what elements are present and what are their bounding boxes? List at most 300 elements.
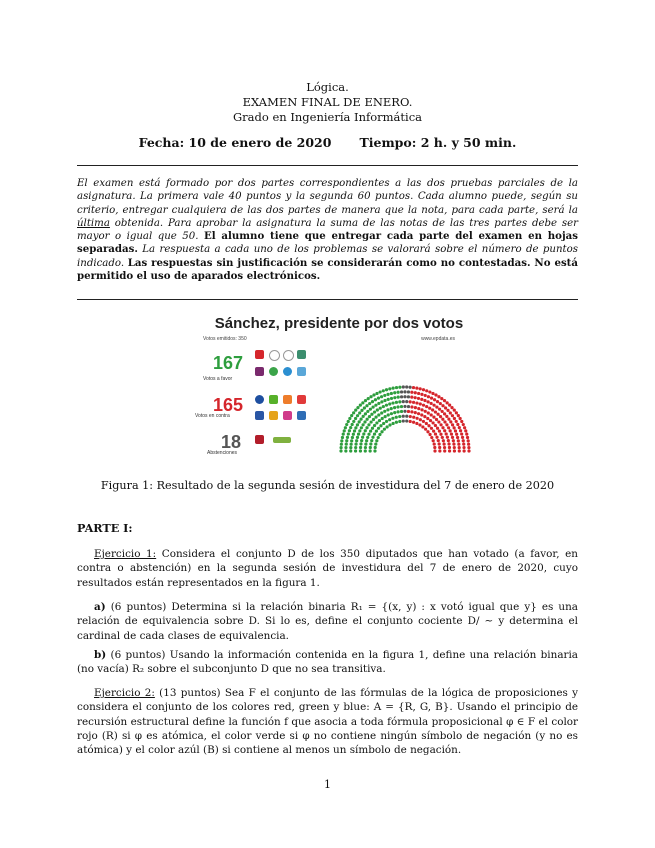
seat-dot [423, 399, 426, 402]
seat-dot [456, 423, 459, 426]
seat-dot [392, 387, 395, 390]
seat-dot [441, 426, 444, 429]
seat-dot [443, 420, 446, 423]
seat-dot [400, 395, 403, 398]
seat-dot [383, 410, 386, 413]
seat-dot [359, 404, 362, 407]
seat-dot [385, 388, 388, 391]
seat-dot [445, 432, 448, 435]
seat-dot [348, 429, 351, 432]
seat-dot [359, 449, 362, 452]
seat-dot [380, 395, 383, 398]
seat-dot [453, 449, 456, 452]
seat-dot [377, 427, 380, 430]
seat-dot [398, 415, 401, 418]
seat-dot [450, 406, 453, 409]
seat-dot [369, 446, 372, 449]
exercise-1a [77, 600, 578, 643]
seat-dot [448, 446, 451, 449]
seat-dot [397, 391, 400, 394]
seat-dot [425, 422, 428, 425]
seat-dot [443, 449, 446, 452]
seat-dot [375, 392, 378, 395]
seat-dot [451, 414, 454, 417]
seat-dot [359, 442, 362, 445]
seat-dot [402, 415, 405, 418]
seat-dot [435, 405, 438, 408]
instructions-italic-3: La respuesta a cada uno de los problemas se valorará sobre el número de puntos indicado. [77, 244, 578, 269]
seat-dot [360, 439, 363, 442]
instructions-italic-1: El examen está formado por dos partes correspondientes a las dos pruebas parciales de la asignatura. La primera vale 40 puntos y la segunda 60 puntos. Cada alumno puede, según su criterio, entregar cualquiera de las dos partes de manera que la nota, para cada parte, será la [77, 178, 578, 216]
seat-dot [385, 404, 388, 407]
seat-dot [459, 417, 462, 420]
seat-dot [351, 436, 354, 439]
seat-dot [407, 395, 410, 398]
investiture-infographic [195, 315, 475, 458]
exercise-2 [77, 686, 578, 757]
seat-dot [452, 443, 455, 446]
seat-dot [427, 400, 430, 403]
seat-dot [358, 420, 361, 423]
seat-dot [446, 436, 449, 439]
seat-dot [356, 436, 359, 439]
seat-dot [438, 408, 441, 411]
seat-dot [434, 432, 437, 435]
seat-dot [380, 400, 383, 403]
seat-dot [422, 404, 425, 407]
seat-dot [387, 398, 390, 401]
seat-dot [360, 426, 363, 429]
seat-dot [462, 423, 465, 426]
seat-dot [393, 396, 396, 399]
seat-dot [432, 429, 435, 432]
party-logo [297, 411, 306, 420]
abstention-label: Abstenciones [207, 450, 238, 456]
seat-dot [400, 405, 403, 408]
seat-dot [340, 443, 343, 446]
seat-dot [364, 412, 367, 415]
seat-dot [352, 411, 355, 414]
seat-dot [368, 415, 371, 418]
party-logo [283, 395, 292, 404]
seat-dot [369, 449, 372, 452]
seat-dot [418, 423, 421, 426]
seat-dot [402, 419, 405, 422]
seat-dot [412, 401, 415, 404]
seat-dot [395, 401, 398, 404]
seat-dot [369, 395, 372, 398]
seat-dot [379, 424, 382, 427]
exam-date: Fecha: 10 de enero de 2020 [138, 135, 332, 150]
seat-dot [344, 426, 347, 429]
seat-dot [463, 426, 466, 429]
seat-dot [434, 410, 437, 413]
seat-dot [349, 449, 352, 452]
seat-dot [436, 400, 439, 403]
seat-dot [390, 392, 393, 395]
seat-dot [403, 410, 406, 413]
seat-dot [441, 404, 444, 407]
seat-dot [358, 429, 361, 432]
party-logo [297, 350, 306, 359]
exam-duration: Tiempo: 2 h. y 50 min. [359, 135, 517, 150]
figure-caption: Figura 1: Resultado de la segunda sesión de investidura del 7 de enero de 2020 [100, 479, 555, 492]
seat-dot [454, 429, 457, 432]
exam-title: EXAMEN FINAL DE ENERO. [242, 95, 413, 109]
seat-dot [447, 442, 450, 445]
seat-dot [409, 386, 412, 389]
seat-dot [373, 410, 376, 413]
seat-dot [447, 426, 450, 429]
seat-dot [369, 442, 372, 445]
seat-dot [403, 395, 406, 398]
seat-dot [462, 439, 465, 442]
seat-dot [449, 420, 452, 423]
seat-dot [356, 414, 359, 417]
seat-dot [443, 443, 446, 446]
seat-dot [428, 433, 431, 436]
seat-dot [402, 385, 405, 388]
seat-dot [339, 446, 342, 449]
seat-dot [347, 420, 350, 423]
seat-dot [449, 429, 452, 432]
seat-dot [383, 428, 386, 431]
exercise-1 [77, 547, 578, 590]
degree-name: Grado en Ingeniería Informática [232, 110, 423, 124]
seat-dot [442, 439, 445, 442]
seat-dot [435, 418, 438, 421]
seat-dot [445, 423, 448, 426]
seat-dot [345, 439, 348, 442]
seat-dot [455, 420, 458, 423]
seat-dot [446, 409, 449, 412]
seat-dot [402, 400, 405, 403]
seat-dot [447, 417, 450, 420]
infographic-source: www.epdata.es [421, 336, 455, 342]
seat-dot [393, 406, 396, 409]
seat-dot [429, 419, 432, 422]
seat-dot [364, 449, 367, 452]
seat-dot [354, 446, 357, 449]
seat-dot [370, 420, 373, 423]
seat-dot [421, 425, 424, 428]
seat-dot [384, 415, 387, 418]
seat-dot [349, 446, 352, 449]
seat-dot [417, 412, 420, 415]
seat-dot [381, 417, 384, 420]
seat-dot [387, 413, 390, 416]
seat-dot [457, 443, 460, 446]
seat-dot [347, 432, 350, 435]
seat-dot [444, 406, 447, 409]
seat-dot [371, 405, 374, 408]
seat-dot [378, 419, 381, 422]
seat-dot [375, 429, 378, 432]
seat-dot [397, 410, 400, 413]
seat-dot [467, 443, 470, 446]
seat-dot [388, 387, 391, 390]
seat-dot [367, 397, 370, 400]
seat-dot [365, 404, 368, 407]
seat-dot [414, 396, 417, 399]
seat-dot [412, 416, 415, 419]
seat-dot [354, 443, 357, 446]
seat-dot [433, 398, 436, 401]
seat-dot [358, 411, 361, 414]
seat-dot [426, 417, 429, 420]
seat-dot [345, 443, 348, 446]
seat-dot [342, 433, 345, 436]
seat-dot [395, 416, 398, 419]
seat-dot [376, 408, 379, 411]
seat-dot [417, 407, 420, 410]
exercise-1b [77, 648, 578, 677]
seat-dot [428, 390, 431, 393]
seat-dot [374, 404, 377, 407]
seat-dot [448, 404, 451, 407]
seat-dot [339, 449, 342, 452]
exercise-2-label: Ejercicio 2: [94, 687, 155, 699]
seat-dot [433, 442, 436, 445]
seat-dot [430, 397, 433, 400]
seat-dot [361, 423, 364, 426]
seat-dot [390, 412, 393, 415]
seat-dot [340, 439, 343, 442]
seat-dot [370, 413, 373, 416]
seat-dot [388, 418, 391, 421]
seat-dot [430, 436, 433, 439]
seat-dot [374, 398, 377, 401]
seat-dot [395, 421, 398, 424]
seat-dot [437, 395, 440, 398]
exercise-1-text: Considera el conjunto D de los 350 diputados que han votado (a favor, en contra o abstención) en la segunda sesión de investidura del 7 de enero de 2020, cuyo resultados están representados en la figura 1. [77, 548, 578, 589]
seat-dot [405, 385, 408, 388]
seat-dot [344, 449, 347, 452]
seat-dot [432, 416, 435, 419]
seat-dot [377, 397, 380, 400]
seat-dot [362, 432, 365, 435]
seat-dot [378, 433, 381, 436]
seat-dot [344, 446, 347, 449]
seat-dot [351, 423, 354, 426]
seat-dot [462, 443, 465, 446]
seat-dot [417, 392, 420, 395]
seat-dot [400, 390, 403, 393]
seat-dot [424, 428, 427, 431]
seat-dot [349, 426, 352, 429]
seat-dot [447, 439, 450, 442]
seat-dot [458, 449, 461, 452]
seat-dot [356, 423, 359, 426]
seat-dot [382, 405, 385, 408]
seat-dot [361, 436, 364, 439]
seat-dot [422, 388, 425, 391]
seat-dot [431, 392, 434, 395]
seat-dot [396, 405, 399, 408]
seat-dot [438, 430, 441, 433]
seat-dot [385, 420, 388, 423]
seat-dot [377, 436, 380, 439]
seat-dot [437, 439, 440, 442]
exercise-1a-text: (6 puntos) Determina si la relación binaria R₁ = {(x, y) : x votó igual que y} es una relación de equivalencia sobre D. Si lo es, define el conjunto cociente D/ ∼ y determina el cardinal de cada clases de equivalencia. [77, 601, 578, 642]
seat-dot [453, 417, 456, 420]
seat-dot [380, 430, 383, 433]
seat-dot [367, 433, 370, 436]
seat-dot [439, 433, 442, 436]
seat-dot [451, 423, 454, 426]
seat-dot [466, 436, 469, 439]
seat-dot [382, 422, 385, 425]
seat-dot [457, 414, 460, 417]
seat-dot [363, 420, 366, 423]
seat-dot [436, 427, 439, 430]
party-logo [297, 395, 306, 404]
seat-dot [371, 400, 374, 403]
seat-dot [354, 409, 357, 412]
seat-dot [461, 436, 464, 439]
seat-dot [352, 433, 355, 436]
seat-dot [467, 446, 470, 449]
seat-dot [415, 387, 418, 390]
seat-dot [393, 411, 396, 414]
seat-dot [390, 407, 393, 410]
part-heading: PARTE I: [77, 521, 133, 535]
seat-dot [458, 426, 461, 429]
party-logo [273, 437, 291, 443]
seat-dot [419, 387, 422, 390]
seat-dot [360, 409, 363, 412]
seat-dot [374, 442, 377, 445]
seat-dot [438, 442, 441, 445]
exam-date-time [0, 135, 655, 150]
seat-dot [460, 432, 463, 435]
seat-dot [374, 446, 377, 449]
seat-dot [433, 446, 436, 449]
seat-dot [407, 405, 410, 408]
exercise-1a-label: a) [94, 601, 106, 613]
seat-dot [372, 418, 375, 421]
seat-dot [348, 417, 351, 420]
seat-dot [465, 433, 468, 436]
exercise-1b-label: b) [94, 649, 107, 661]
infographic-title: Sánchez, presidente por dos votos [214, 315, 464, 332]
seat-dot [398, 400, 401, 403]
party-logo [283, 350, 294, 361]
seat-dot [385, 425, 388, 428]
seat-dot [452, 439, 455, 442]
seat-dot [372, 393, 375, 396]
seat-dot [441, 410, 444, 413]
seat-dot [425, 389, 428, 392]
seat-dot [419, 418, 422, 421]
party-logo [269, 395, 278, 404]
party-logo [255, 435, 264, 444]
divider-top [77, 165, 578, 166]
seat-dot [438, 449, 441, 452]
seat-dot [345, 423, 348, 426]
seat-dot [409, 420, 412, 423]
seat-dot [409, 400, 412, 403]
seat-dot [405, 419, 408, 422]
seat-dot [371, 436, 374, 439]
seat-dot [379, 407, 382, 410]
seat-dot [407, 390, 410, 393]
seat-dot [400, 410, 403, 413]
seat-dot [443, 446, 446, 449]
seat-dot [359, 446, 362, 449]
seat-dot [364, 429, 367, 432]
seat-dot [405, 400, 408, 403]
seat-dot [388, 423, 391, 426]
party-logo [269, 411, 278, 420]
seat-dot [398, 420, 401, 423]
exercise-1b-text: (6 puntos) Usando la información contenida en la figura 1, define una relación binaria (no vacía) R₂ sobre el subconjunto D que no sea transitiva. [77, 649, 578, 676]
seat-dot [453, 409, 456, 412]
seat-dot [436, 413, 439, 416]
seat-dot [420, 413, 423, 416]
seat-dot [451, 436, 454, 439]
seat-dot [414, 391, 417, 394]
seat-dot [367, 423, 370, 426]
favor-count: 167 [213, 353, 244, 373]
seat-dot [392, 422, 395, 425]
seat-dot [377, 413, 380, 416]
seat-dot [395, 386, 398, 389]
seat-dot [462, 446, 465, 449]
seat-dot [380, 411, 383, 414]
seat-dot [386, 408, 389, 411]
seat-dot [433, 449, 436, 452]
party-logo [283, 411, 292, 420]
instructions-bold-2: Las respuestas sin justificación se considerarán como no contestadas. No está permitido el uso de aparados electrónicos. [77, 256, 578, 283]
seat-dot [439, 415, 442, 418]
seat-dot [383, 399, 386, 402]
seat-dot [440, 397, 443, 400]
seat-dot [457, 439, 460, 442]
seat-dot [365, 426, 368, 429]
seat-dot [467, 449, 470, 452]
seat-dot [419, 402, 422, 405]
seat-dot [450, 432, 453, 435]
seat-dot [365, 439, 368, 442]
seat-dot [430, 413, 433, 416]
seat-dot [379, 390, 382, 393]
exam-header [0, 80, 655, 125]
seat-dot [427, 411, 430, 414]
seat-dot [430, 402, 433, 405]
seat-dot [463, 449, 466, 452]
party-logo [269, 350, 280, 361]
seat-dot [373, 432, 376, 435]
party-logo [269, 367, 278, 376]
seat-dot [438, 446, 441, 449]
seat-dot [427, 395, 430, 398]
seat-dot [443, 399, 446, 402]
seat-dot [424, 394, 427, 397]
seat-dot [355, 439, 358, 442]
seat-dot [354, 449, 357, 452]
parliament-hemicycle [338, 343, 473, 458]
infographic-subtitle: Votos emitidos: 350 [203, 336, 247, 342]
party-logo [297, 367, 306, 376]
seat-dot [456, 436, 459, 439]
seat-dot [416, 417, 419, 420]
seat-dot [357, 432, 360, 435]
seat-dot [439, 402, 442, 405]
instructions-italic-2: obtenida. Para aprobar la asignatura la suma de las notas de las tres partes debe ser mayor o igual que 50. [77, 217, 578, 243]
seat-dot [415, 422, 418, 425]
seat-dot [430, 427, 433, 430]
